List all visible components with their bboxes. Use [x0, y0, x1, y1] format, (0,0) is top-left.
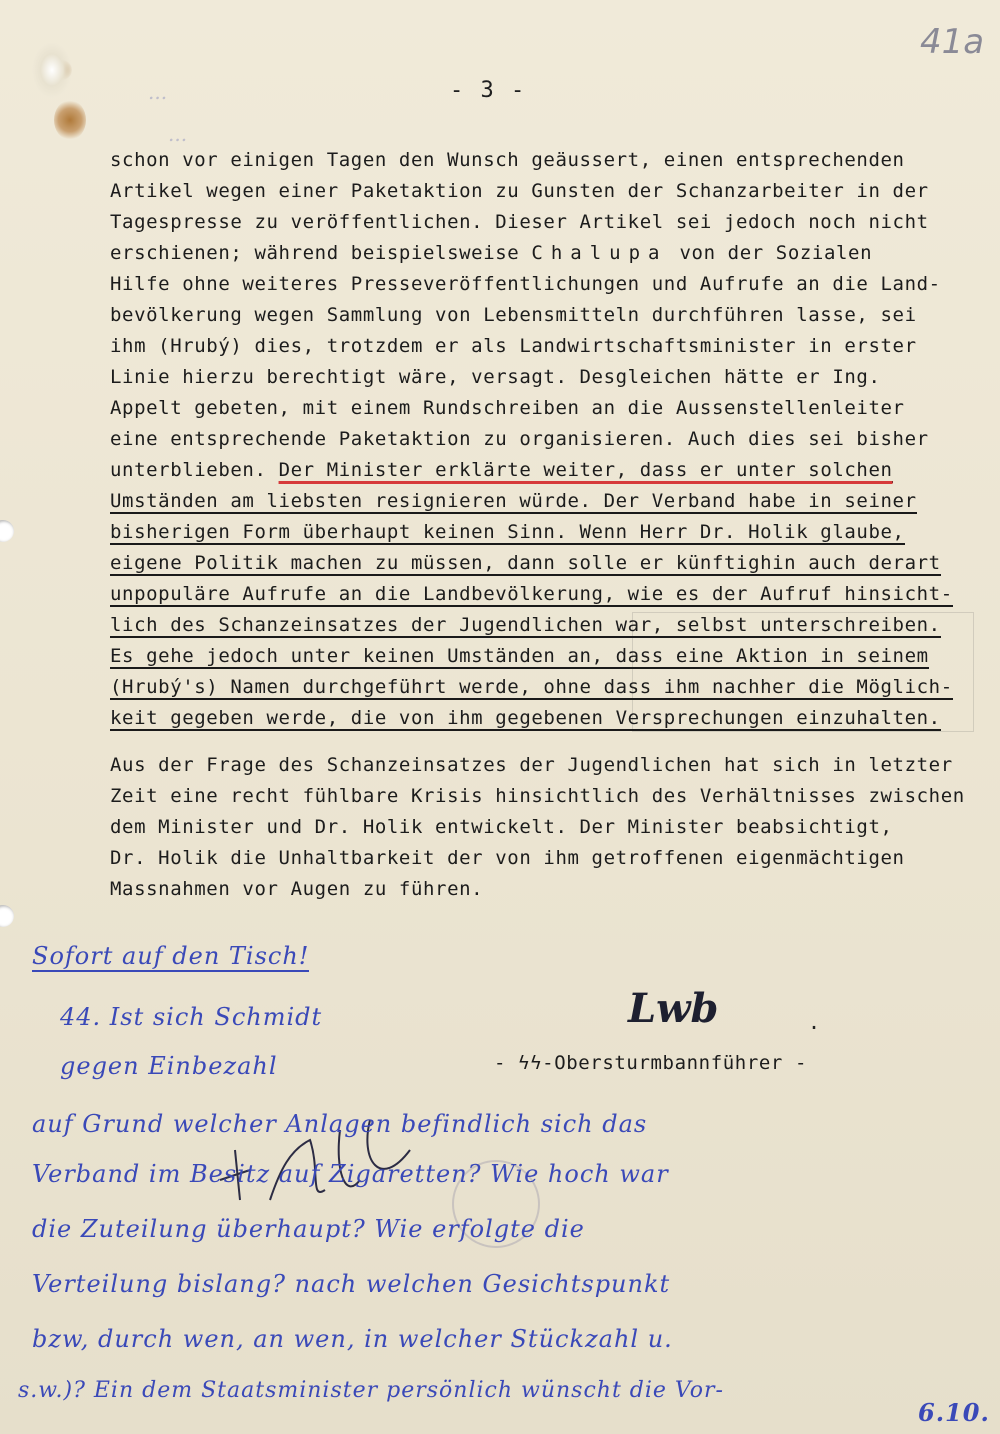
typed-body — [110, 145, 990, 905]
punch-hole — [0, 905, 14, 927]
body-line: Appelt gebeten, mit einem Rundschreiben an die Aussenstellenleiter — [110, 397, 905, 419]
body-line: Massnahmen vor Augen zu führen. — [110, 878, 484, 900]
body-line: Linie hierzu berechtigt wäre, versagt. Desgleichen hätte er Ing. — [110, 366, 881, 388]
body-line: Artikel wegen einer Paketaktion zu Gunsten der Schanzarbeiter in der — [110, 180, 929, 202]
signature: Lwb — [628, 985, 719, 1032]
faint-handwriting: ... — [168, 122, 188, 146]
body-line: schon vor einigen Tagen den Wunsch geäussert, einen entsprechenden — [110, 149, 905, 171]
name-chalupa: Chalupa — [531, 242, 668, 264]
handwritten-note: s.w.)? Ein dem Staatsminister persönlich wünscht die Vor- — [18, 1378, 724, 1403]
underlined-text: (Hrubý's) Namen durchgeführt werde, ohne dass ihm nachher die Möglich- — [110, 676, 953, 698]
page-number: - 3 - — [450, 78, 527, 103]
underlined-text: eigene Politik machen zu müssen, dann solle er künftighin auch derart — [110, 552, 941, 574]
body-line — [110, 517, 990, 548]
body-line: Tagespresse zu veröffentlichen. Dieser Artikel sei jedoch noch nicht — [110, 211, 929, 233]
body-line: Zeit eine recht fühlbare Krisis hinsichtlich des Verhältnisses zwischen — [110, 785, 965, 807]
handwritten-note: auf Grund welcher Anlagen befindlich sich das — [32, 1110, 648, 1138]
underlined-text: unpopuläre Aufrufe an die Landbevölkerung, wie es der Aufruf hinsicht- — [110, 583, 953, 605]
body-line: Hilfe ohne weiteres Presseveröffentlichungen und Aufrufe an die Land- — [110, 273, 941, 295]
body-line: unterblieben. Der Minister erklärte weiter, dass er unter solchen — [110, 459, 893, 481]
body-line: Aus der Frage des Schanzeinsatzes der Jugendlichen hat sich in letzter — [110, 754, 953, 776]
handwritten-note: Verteilung bislang? nach welchen Gesichtspunkt — [32, 1270, 671, 1298]
body-line — [110, 703, 990, 734]
body-line: ihm (Hrubý) dies, trotzdem er als Landwirtschaftsminister in erster — [110, 335, 917, 357]
signature-dot: . — [808, 1010, 821, 1034]
underlined-text: Der Minister erklärte weiter, dass er unter solchen — [278, 459, 893, 481]
underlined-text: keit gegeben werde, die von ihm gegebenen Versprechungen einzuhalten. — [110, 707, 941, 729]
corner-annotation: 41a — [920, 22, 985, 62]
handwritten-note: gegen Einbezahl — [60, 1052, 278, 1080]
handwritten-note: bzw, durch wen, an wen, in welcher Stückzahl u. — [32, 1325, 673, 1353]
body-line — [110, 548, 990, 579]
rust-stain — [54, 100, 86, 140]
underlined-text: bisherigen Form überhaupt keinen Sinn. Wenn Herr Dr. Holik glaube, — [110, 521, 905, 543]
body-line: dem Minister und Dr. Holik entwickelt. Der Minister beabsichtigt, — [110, 816, 893, 838]
signatory-rank: - ϟϟ-Obersturmbannführer - — [494, 1052, 808, 1074]
body-line: eine entsprechende Paketaktion zu organisieren. Auch dies sei bisher — [110, 428, 929, 450]
body-line — [110, 641, 990, 672]
handwritten-date: 6.10. — [918, 1398, 990, 1427]
underlined-text: Umständen am liebsten resignieren würde. Der Verband habe in seiner — [110, 490, 917, 512]
underlined-text: Es gehe jedoch unter keinen Umständen an, dass eine Aktion in seinem — [110, 645, 929, 667]
underlined-text: lich des Schanzeinsatzes der Jugendlichen war, selbst unterschreiben. — [110, 614, 941, 636]
handwritten-note: Sofort auf den Tisch! — [32, 942, 310, 970]
body-line: bevölkerung wegen Sammlung von Lebensmitteln durchführen lasse, sei — [110, 304, 917, 326]
faint-handwriting: ... — [148, 80, 168, 104]
body-line — [110, 672, 990, 703]
handwritten-note: Verband im Besitz auf Zigaretten? Wie hoch war — [32, 1160, 669, 1188]
body-line — [110, 486, 990, 517]
punch-hole — [0, 520, 14, 542]
body-line — [110, 610, 990, 641]
handwritten-note: die Zuteilung überhaupt? Wie erfolgte die — [32, 1215, 585, 1243]
body-line: Dr. Holik die Unhaltbarkeit der von ihm getroffenen eigenmächtigen — [110, 847, 905, 869]
body-line — [110, 579, 990, 610]
body-line: erschienen; während beispielsweise Chalupa von der Sozialen — [110, 242, 873, 264]
handwritten-note: 44. Ist sich Schmidt — [60, 1003, 323, 1031]
staple-mark — [32, 42, 72, 98]
